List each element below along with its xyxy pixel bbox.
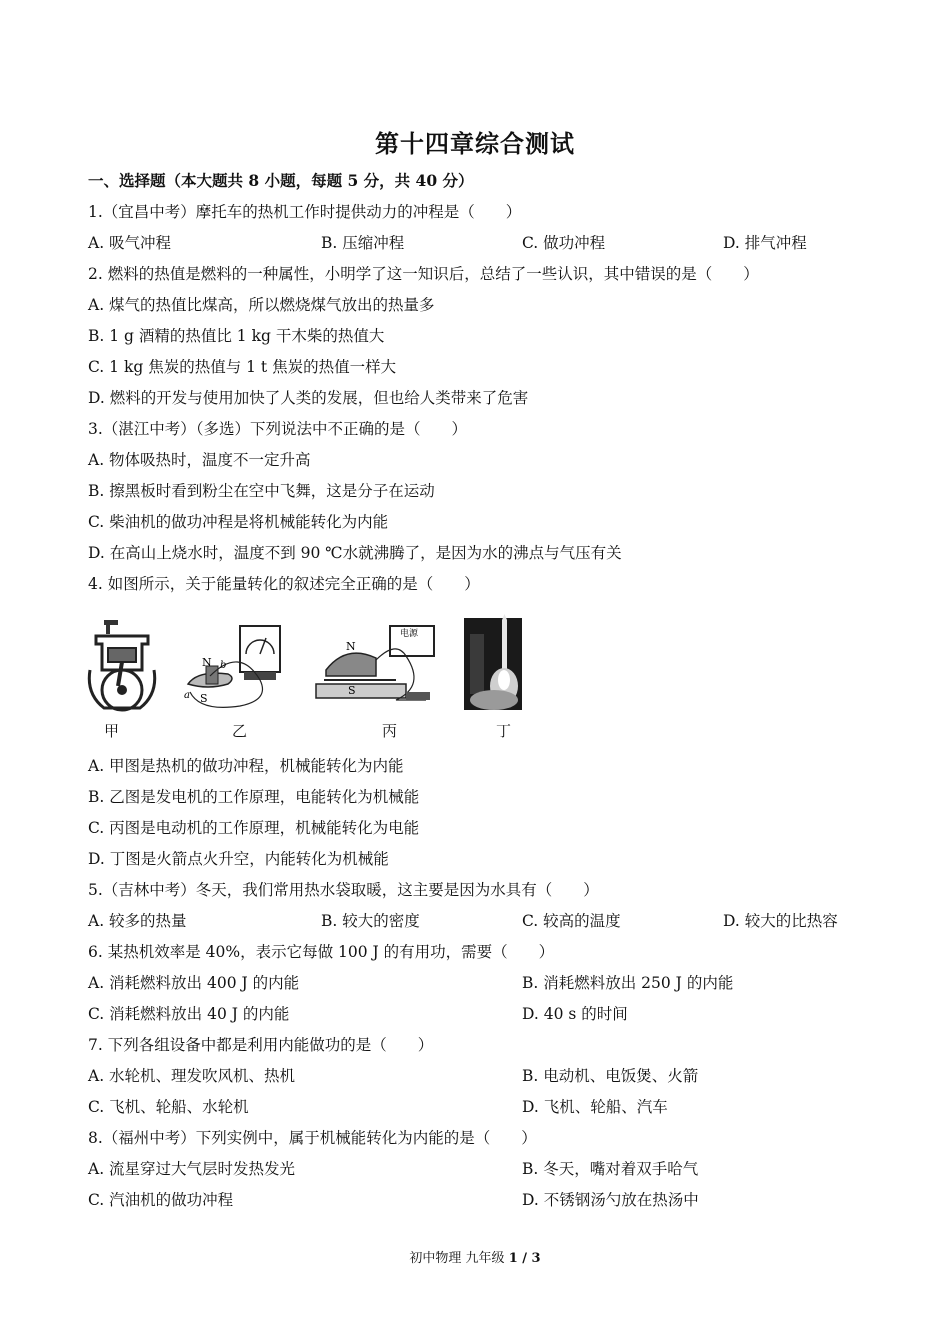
generator-diagram [180,614,292,718]
rocket-launch-image [464,614,524,714]
question-1-option-c: C. 做功冲程 [522,234,606,252]
question-2-option-d: D. 燃料的开发与使用加快了人类的发展，但也给人类带来了危害 [88,389,529,407]
question-3-option-d: D. 在高山上烧水时，温度不到 90 ℃水就沸腾了，是因为水的沸点与气压有关 [88,544,622,562]
question-8-option-c: C. 汽油机的做功冲程 [88,1191,234,1209]
question-6-option-b: B. 消耗燃料放出 250 J 的内能 [522,974,734,992]
generator-label-b: b [220,660,227,671]
question-1-option-d: D. 排气冲程 [723,234,807,252]
question-8-stem: 8.（福州中考）下列实例中，属于机械能转化为内能的是（ ） [88,1129,537,1147]
question-8-option-b: B. 冬天，嘴对着双手哈气 [522,1160,699,1178]
question-5-option-b: B. 较大的密度 [321,912,420,930]
figure-caption-jia: 甲 [104,722,120,740]
question-3-stem: 3.（湛江中考）（多选）下列说法中不正确的是（ ） [88,420,468,438]
page-footer [0,1247,950,1266]
question-7-option-c: C. 飞机、轮船、水轮机 [88,1098,249,1116]
figure-caption-bing: 丙 [382,722,398,740]
question-5-option-c: C. 较高的温度 [522,912,621,930]
question-8-option-d: D. 不锈钢汤勺放在热汤中 [522,1191,699,1209]
generator-label-n: N [202,656,212,669]
question-3-option-c: C. 柴油机的做功冲程是将机械能转化为内能 [88,513,389,531]
question-4-option-b: B. 乙图是发电机的工作原理，电能转化为机械能 [88,788,420,806]
question-4-option-a: A. 甲图是热机的做功冲程，机械能转化为内能 [88,757,404,775]
figure-caption-yi: 乙 [232,722,248,740]
question-3-option-a: A. 物体吸热时，温度不一定升高 [88,451,311,469]
question-7-stem: 7. 下列各组设备中都是利用内能做功的是（ ） [88,1036,434,1054]
motor-diagram [306,614,446,718]
engine-cylinder-diagram [84,614,164,718]
question-2-option-c: C. 1 kg 焦炭的热值与 1 t 焦炭的热值一样大 [88,358,397,376]
question-3-option-b: B. 擦黑板时看到粉尘在空中飞舞，这是分子在运动 [88,482,435,500]
footer-subject: 初中物理 九年级 [409,1251,509,1266]
page-title: 第十四章综合测试 [375,129,575,158]
question-7-option-d: D. 飞机、轮船、汽车 [522,1098,668,1116]
question-2-option-b: B. 1 g 酒精的热值比 1 kg 干木柴的热值大 [88,327,385,345]
question-5-option-d: D. 较大的比热容 [723,912,838,930]
question-5-option-a: A. 较多的热量 [88,912,187,930]
question-4-option-d: D. 丁图是火箭点火升空，内能转化为机械能 [88,850,389,868]
question-8-option-a: A. 流星穿过大气层时发热发光 [88,1160,296,1178]
question-2-stem: 2. 燃料的热值是燃料的一种属性，小明学了这一知识后，总结了一些认识，其中错误的是（ ） [88,265,759,283]
question-1-option-b: B. 压缩冲程 [321,234,405,252]
question-4-stem: 4. 如图所示，关于能量转化的叙述完全正确的是（ ） [88,575,480,593]
figure-caption-ding: 丁 [496,722,512,740]
question-1-stem: 1.（宜昌中考）摩托车的热机工作时提供动力的冲程是（ ） [88,203,522,221]
question-7-option-a: A. 水轮机、理发吹风机、热机 [88,1067,296,1085]
page-number: 1 / 3 [508,1251,541,1266]
question-5-stem: 5.（吉林中考）冬天，我们常用热水袋取暖，这主要是因为水具有（ ） [88,881,599,899]
question-6-option-a: A. 消耗燃料放出 400 J 的内能 [88,974,300,992]
generator-label-a: a [184,690,190,701]
question-6-option-c: C. 消耗燃料放出 40 J 的内能 [88,1005,290,1023]
question-4-option-c: C. 丙图是电动机的工作原理，机械能转化为电能 [88,819,420,837]
motor-label-s: S [348,684,356,697]
question-6-stem: 6. 某热机效率是 40%，表示它每做 100 J 的有用功，需要（ ） [88,943,555,961]
question-7-option-b: B. 电动机、电饭煲、火箭 [522,1067,699,1085]
question-1-option-a: A. 吸气冲程 [88,234,172,252]
question-2-option-a: A. 煤气的热值比煤高，所以燃烧煤气放出的热量多 [88,296,435,314]
section-heading: 一、选择题（本大题共 8 小题，每题 5 分，共 40 分） [88,171,474,190]
power-source-label: 电源 [400,629,419,639]
question-4-figure [84,614,534,744]
motor-label-n: N [346,640,356,653]
question-6-option-d: D. 40 s 的时间 [522,1005,628,1023]
generator-label-s: S [200,692,208,705]
